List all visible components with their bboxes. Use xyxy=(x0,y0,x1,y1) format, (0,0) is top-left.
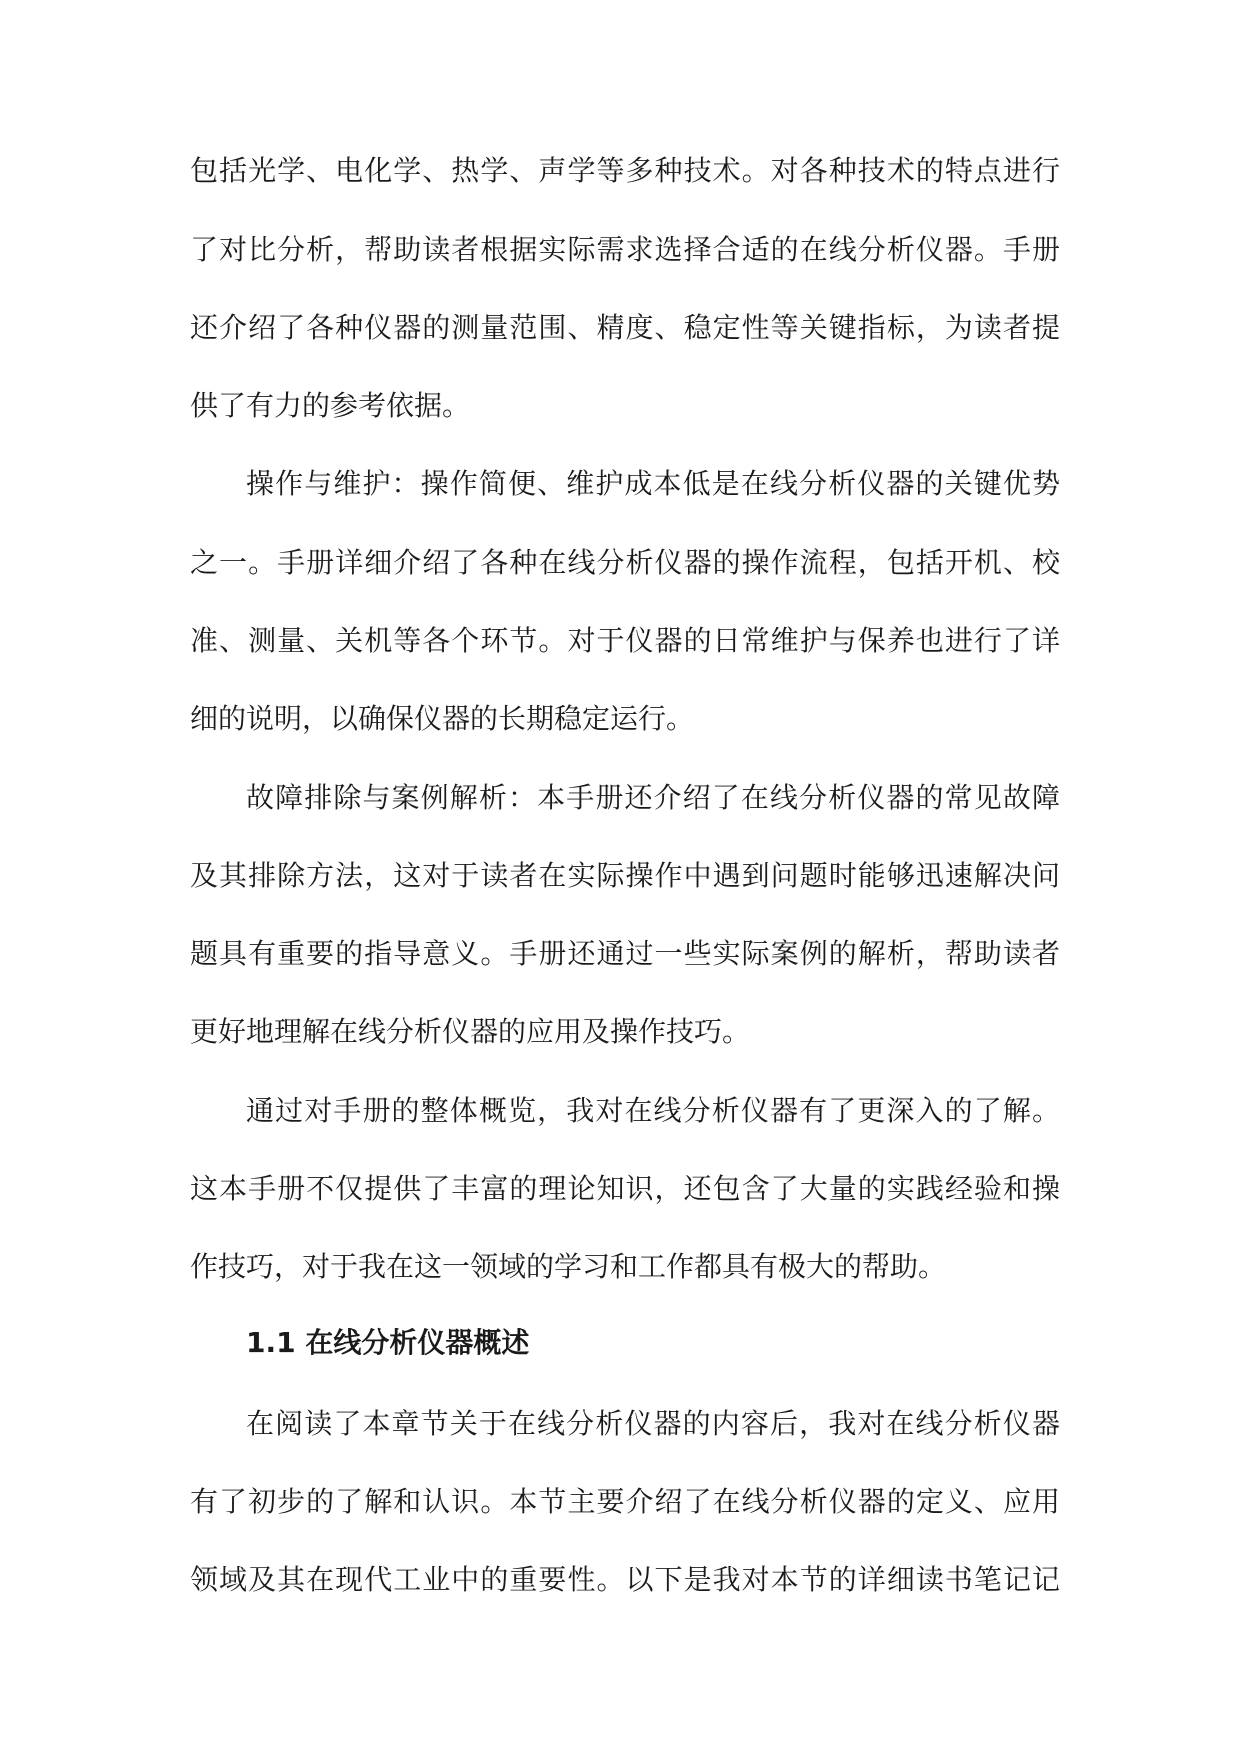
paragraph-2-line-1: 操作与维护：操作简便、维护成本低是在线分析仪器的关键优势 xyxy=(246,467,1060,500)
section-paragraph-line-3: 领域及其在现代工业中的重要性。以下是我对本节的详细读书笔记记 xyxy=(190,1563,1060,1596)
paragraph-1-line-1: 包括光学、电化学、热学、声学等多种技术。对各种技术的特点进行 xyxy=(190,154,1060,187)
section-heading: 1.1 在线分析仪器概述 xyxy=(246,1326,530,1359)
section-paragraph-line-2: 有了初步的了解和认识。本节主要介绍了在线分析仪器的定义、应用 xyxy=(190,1485,1060,1518)
paragraph-1-line-2: 了对比分析，帮助读者根据实际需求选择合适的在线分析仪器。手册 xyxy=(190,233,1060,266)
paragraph-3-line-2: 及其排除方法，这对于读者在实际操作中遇到问题时能够迅速解决问 xyxy=(190,859,1060,892)
paragraph-1-line-4: 供了有力的参考依据。 xyxy=(190,389,471,422)
paragraph-3-line-1: 故障排除与案例解析：本手册还介绍了在线分析仪器的常见故障 xyxy=(246,781,1060,814)
paragraph-2-line-2: 之一。手册详细介绍了各种在线分析仪器的操作流程，包括开机、校 xyxy=(190,546,1060,579)
paragraph-3-line-3: 题具有重要的指导意义。手册还通过一些实际案例的解析，帮助读者 xyxy=(190,937,1060,970)
paragraph-3-line-4: 更好地理解在线分析仪器的应用及操作技巧。 xyxy=(190,1015,751,1048)
paragraph-2-line-3: 准、测量、关机等各个环节。对于仪器的日常维护与保养也进行了详 xyxy=(190,624,1060,657)
section-paragraph-line-1: 在阅读了本章节关于在线分析仪器的内容后，我对在线分析仪器 xyxy=(246,1407,1060,1440)
paragraph-4-line-1: 通过对手册的整体概览，我对在线分析仪器有了更深入的了解。 xyxy=(246,1094,1060,1127)
paragraph-1-line-3: 还介绍了各种仪器的测量范围、精度、稳定性等关键指标，为读者提 xyxy=(190,311,1060,344)
paragraph-4-line-2: 这本手册不仅提供了丰富的理论知识，还包含了大量的实践经验和操 xyxy=(190,1172,1060,1205)
paragraph-2-line-4: 细的说明，以确保仪器的长期稳定运行。 xyxy=(190,702,695,735)
paragraph-4-line-3: 作技巧，对于我在这一领域的学习和工作都具有极大的帮助。 xyxy=(190,1250,947,1283)
